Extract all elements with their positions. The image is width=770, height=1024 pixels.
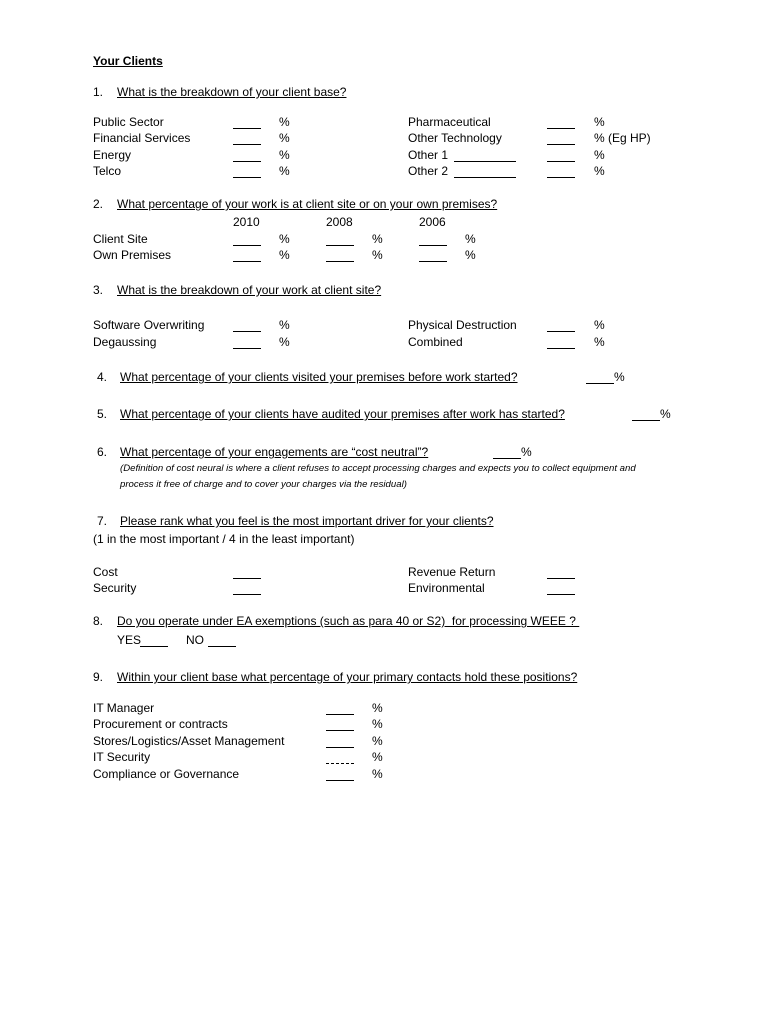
q9-label-compliance: Compliance or Governance <box>93 767 240 781</box>
q9-procurement-blank[interactable] <box>326 719 354 731</box>
q9-procurement-unit: % <box>372 717 383 731</box>
q1-other-2-unit: % <box>594 164 605 178</box>
q1-energy-unit: % <box>279 148 290 162</box>
q1-public-sector-unit: % <box>279 115 290 129</box>
q2-year-2008: 2008 <box>326 215 353 229</box>
q9-stores-logistics-blank[interactable] <box>326 736 354 748</box>
q1-other-technology-blank[interactable] <box>547 133 575 145</box>
q3-number: 3. <box>93 283 104 297</box>
q1-other-2-blank[interactable] <box>547 166 575 178</box>
q3-label-combined: Combined <box>408 335 463 349</box>
q3-label-degaussing: Degaussing <box>93 335 157 349</box>
q7-environmental-blank[interactable] <box>547 583 575 595</box>
q3-combined-unit: % <box>594 335 605 349</box>
q1-telco-unit: % <box>279 164 290 178</box>
q9-it-security-unit: % <box>372 750 383 764</box>
q2-unit: % <box>465 248 476 262</box>
q9-label-stores-logistics: Stores/Logistics/Asset Management <box>93 734 285 748</box>
q7-label-security: Security <box>93 581 137 595</box>
q6-answer-blank[interactable] <box>493 447 521 459</box>
q1-other-2-name-blank[interactable] <box>454 166 516 178</box>
q3-label-software-overwriting: Software Overwriting <box>93 318 205 332</box>
q9-it-manager-unit: % <box>372 701 383 715</box>
q9-label-it-security: IT Security <box>93 750 151 764</box>
q3-physical-destruction-unit: % <box>594 318 605 332</box>
q3-software-overwriting-unit: % <box>279 318 290 332</box>
q3-combined-blank[interactable] <box>547 337 575 349</box>
q9-label-procurement: Procurement or contracts <box>93 717 228 731</box>
q4-answer-blank[interactable] <box>586 372 614 384</box>
q5-number: 5. <box>97 407 108 421</box>
q1-number: 1. <box>93 85 104 99</box>
q1-financial-services-blank[interactable] <box>233 133 261 145</box>
q1-label-other-technology: Other Technology <box>408 131 502 145</box>
q7-label-cost: Cost <box>93 565 118 579</box>
q1-pharmaceutical-unit: % <box>594 115 605 129</box>
q9-compliance-blank[interactable] <box>326 769 354 781</box>
q2-number: 2. <box>93 197 104 211</box>
q2-client-site-2010-blank[interactable] <box>233 234 261 246</box>
q1-telco-blank[interactable] <box>233 166 261 178</box>
q1-question: What is the breakdown of your client base? <box>117 85 347 99</box>
q2-unit: % <box>279 248 290 262</box>
q2-year-2010: 2010 <box>233 215 260 229</box>
q1-other-1-unit: % <box>594 148 605 162</box>
q6-definition-line-1: (Definition of cost neural is where a client refuses to accept processing charges and expects you to collect equipment and <box>120 463 636 474</box>
q9-it-security-blank[interactable] <box>326 752 354 764</box>
q1-label-energy: Energy <box>93 148 132 162</box>
q7-revenue-return-blank[interactable] <box>547 567 575 579</box>
q1-public-sector-blank[interactable] <box>233 117 261 129</box>
q7-label-revenue-return: Revenue Return <box>408 565 496 579</box>
q9-it-manager-blank[interactable] <box>326 703 354 715</box>
q7-number: 7. <box>97 514 108 528</box>
q8-yes-label: YES <box>117 633 142 647</box>
q1-label-public-sector: Public Sector <box>93 115 164 129</box>
q3-physical-destruction-blank[interactable] <box>547 320 575 332</box>
q8-number: 8. <box>93 614 104 628</box>
q8-yes-blank[interactable] <box>140 635 168 647</box>
q3-degaussing-blank[interactable] <box>233 337 261 349</box>
q1-label-financial-services: Financial Services <box>93 131 191 145</box>
q5-unit: % <box>660 407 671 421</box>
q9-compliance-unit: % <box>372 767 383 781</box>
q3-question: What is the breakdown of your work at client site? <box>117 283 382 297</box>
q6-unit: % <box>521 445 532 459</box>
q2-own-premises-2008-blank[interactable] <box>326 250 354 262</box>
q3-software-overwriting-blank[interactable] <box>233 320 261 332</box>
q1-label-other-1: Other 1 <box>408 148 449 162</box>
q2-label-client-site: Client Site <box>93 232 148 246</box>
q6-definition-line-2: process it free of charge and to cover your charges via the residual) <box>120 479 407 490</box>
q2-unit: % <box>279 232 290 246</box>
q1-label-telco: Telco <box>93 164 122 178</box>
q1-other-1-blank[interactable] <box>547 150 575 162</box>
q9-number: 9. <box>93 670 104 684</box>
q2-unit: % <box>372 248 383 262</box>
q7-subtitle: (1 in the most important / 4 in the least important) <box>93 532 355 546</box>
q2-client-site-2006-blank[interactable] <box>419 234 447 246</box>
q2-question: What percentage of your work is at client site or on your own premises? <box>117 197 498 211</box>
q1-energy-blank[interactable] <box>233 150 261 162</box>
q1-financial-services-unit: % <box>279 131 290 145</box>
q1-label-pharmaceutical: Pharmaceutical <box>408 115 491 129</box>
q8-no-label: NO <box>186 633 204 647</box>
q7-cost-blank[interactable] <box>233 567 261 579</box>
q8-no-blank[interactable] <box>208 635 236 647</box>
q2-own-premises-2006-blank[interactable] <box>419 250 447 262</box>
q8-question: Do you operate under EA exemptions (such as para 40 or S2) for processing WEEE ? <box>117 614 580 628</box>
q3-label-physical-destruction: Physical Destruction <box>408 318 517 332</box>
q7-question: Please rank what you feel is the most important driver for your clients? <box>120 514 494 528</box>
q2-unit: % <box>372 232 383 246</box>
q1-other-technology-unit: % (Eg HP) <box>594 131 651 145</box>
q2-client-site-2008-blank[interactable] <box>326 234 354 246</box>
q4-number: 4. <box>97 370 108 384</box>
q5-question: What percentage of your clients have audited your premises after work has started? <box>120 407 565 421</box>
q4-question: What percentage of your clients visited your premises before work started? <box>120 370 518 384</box>
q6-question: What percentage of your engagements are “cost neutral”? <box>120 445 429 459</box>
q2-label-own-premises: Own Premises <box>93 248 172 262</box>
q1-label-other-2: Other 2 <box>408 164 449 178</box>
q5-answer-blank[interactable] <box>632 409 660 421</box>
q1-other-1-name-blank[interactable] <box>454 150 516 162</box>
q9-stores-logistics-unit: % <box>372 734 383 748</box>
q7-label-environmental: Environmental <box>408 581 485 595</box>
q2-own-premises-2010-blank[interactable] <box>233 250 261 262</box>
q1-pharmaceutical-blank[interactable] <box>547 117 575 129</box>
q9-question: Within your client base what percentage of your primary contacts hold these positions? <box>117 670 578 684</box>
q9-label-it-manager: IT Manager <box>93 701 155 715</box>
page-title: Your Clients <box>93 54 163 68</box>
q2-unit: % <box>465 232 476 246</box>
q2-year-2006: 2006 <box>419 215 446 229</box>
q4-unit: % <box>614 370 625 384</box>
q7-security-blank[interactable] <box>233 583 261 595</box>
q3-degaussing-unit: % <box>279 335 290 349</box>
q6-number: 6. <box>97 445 108 459</box>
